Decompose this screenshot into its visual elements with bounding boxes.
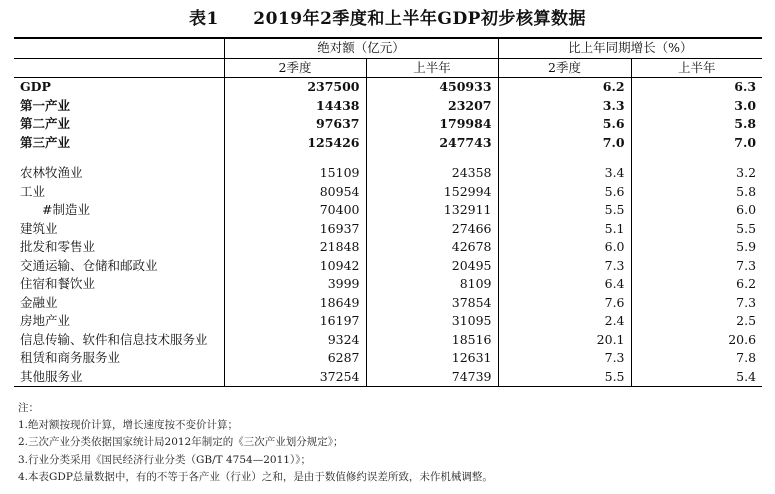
- subheader-q2-growth: 2季度: [498, 58, 631, 78]
- h1-growth-cell: 3.0: [631, 97, 762, 116]
- industry-rows: [14, 152, 762, 387]
- h1-growth-cell: 3.2: [631, 164, 762, 183]
- subheader-h1-growth: 上半年: [631, 58, 762, 78]
- q2-growth-cell: 5.5: [498, 368, 631, 387]
- q2-growth-cell: 7.0: [498, 134, 631, 153]
- table-row: [14, 164, 762, 183]
- q2-abs-cell: 237500: [224, 78, 366, 97]
- q2-abs-cell: 3999: [224, 275, 366, 294]
- q2-abs-cell: 14438: [224, 97, 366, 116]
- q2-abs-cell: 18649: [224, 294, 366, 313]
- summary-rows: [14, 78, 762, 153]
- table-row: [14, 331, 762, 350]
- q2-abs-cell: 70400: [224, 201, 366, 220]
- row-label: 第二产业: [20, 116, 71, 132]
- table-title: [0, 4, 775, 29]
- q2-growth-cell: 7.3: [498, 349, 631, 368]
- h1-abs-cell: 18516: [366, 331, 498, 350]
- q2-growth-cell: 2.4: [498, 312, 631, 331]
- h1-growth-cell: 2.5: [631, 312, 762, 331]
- table-row: [14, 134, 762, 153]
- table-row: [14, 238, 762, 257]
- note-line: 2.三次产业分类依据国家统计局2012年制定的《三次产业划分规定》；: [18, 436, 344, 449]
- table-row: [14, 368, 762, 387]
- h1-growth-cell: 7.3: [631, 294, 762, 313]
- h1-abs-cell: 37854: [366, 294, 498, 313]
- note-line: 4.本表GDP总量数据中，有的不等于各产业（行业）之和，是由于数值修约误差所致，未作机械调整。: [18, 470, 493, 483]
- q2-growth-cell: 7.6: [498, 294, 631, 313]
- row-label: 租赁和商务服务业: [20, 350, 121, 366]
- row-label: 交通运输、仓储和邮政业: [20, 257, 158, 273]
- h1-growth-cell: 5.8: [631, 183, 762, 202]
- q2-abs-cell: 15109: [224, 164, 366, 183]
- spacer-cell: [14, 152, 224, 164]
- row-label: 房地产业: [20, 313, 71, 329]
- row-label: 批发和零售业: [20, 239, 96, 255]
- row-label: 其他服务业: [14, 368, 224, 387]
- h1-abs-cell: 132911: [366, 201, 498, 220]
- q2-abs-cell: 16197: [224, 312, 366, 331]
- header-growth: 比上年同期增长（%）: [498, 38, 762, 58]
- table-row: [14, 78, 762, 97]
- note-line: 注：: [18, 402, 39, 414]
- h1-growth-cell: 6.3: [631, 78, 762, 97]
- q2-abs-cell: 16937: [224, 220, 366, 239]
- table-row: [14, 257, 762, 276]
- row-label: 第三产业: [20, 134, 71, 150]
- header-blank: [14, 58, 224, 78]
- q2-growth-cell: 6.0: [498, 238, 631, 257]
- row-label: 农林牧渔业: [20, 165, 83, 181]
- q2-growth-cell: 5.5: [498, 201, 631, 220]
- h1-abs-cell: 74739: [366, 368, 498, 387]
- h1-abs-cell: 12631: [366, 349, 498, 368]
- row-label: GDP: [20, 79, 51, 95]
- table-notes: [18, 400, 493, 486]
- row-label: 工业: [20, 183, 46, 199]
- q2-abs-cell: 21848: [224, 238, 366, 257]
- h1-abs-cell: 27466: [366, 220, 498, 239]
- q2-abs-cell: 125426: [224, 134, 366, 153]
- q2-growth-cell: 5.6: [498, 115, 631, 134]
- q2-abs-cell: 97637: [224, 115, 366, 134]
- q2-growth-cell: 5.1: [498, 220, 631, 239]
- row-label: 信息传输、软件和信息技术服务业: [20, 331, 208, 347]
- table-row: [14, 97, 762, 116]
- subheader-q2-abs: 2季度: [224, 58, 366, 78]
- q2-growth-cell: 3.3: [498, 97, 631, 116]
- q2-abs-cell: 37254: [224, 368, 366, 387]
- h1-abs-cell: 20495: [366, 257, 498, 276]
- q2-growth-cell: 6.4: [498, 275, 631, 294]
- spacer-cell: [631, 152, 762, 164]
- q2-abs-cell: 6287: [224, 349, 366, 368]
- row-label: 住宿和餐饮业: [20, 276, 96, 292]
- q2-abs-cell: 9324: [224, 331, 366, 350]
- h1-growth-cell: 7.3: [631, 257, 762, 276]
- h1-abs-cell: 247743: [366, 134, 498, 153]
- subheader-h1-abs: 上半年: [366, 58, 498, 78]
- table-caption: 2019年2季度和上半年GDP初步核算数据: [253, 9, 586, 29]
- table-row: [14, 275, 762, 294]
- q2-abs-cell: 10942: [224, 257, 366, 276]
- h1-abs-cell: 42678: [366, 238, 498, 257]
- h1-growth-cell: 7.0: [631, 134, 762, 153]
- h1-abs-cell: 24358: [366, 164, 498, 183]
- h1-growth-cell: 5.8: [631, 115, 762, 134]
- h1-growth-cell: 5.4: [631, 368, 762, 387]
- h1-abs-cell: 31095: [366, 312, 498, 331]
- h1-abs-cell: 23207: [366, 97, 498, 116]
- h1-abs-cell: 179984: [366, 115, 498, 134]
- h1-growth-cell: 5.5: [631, 220, 762, 239]
- table-row: [14, 115, 762, 134]
- header-blank: [14, 38, 224, 58]
- row-label: 金融业: [20, 294, 58, 310]
- q2-growth-cell: 7.3: [498, 257, 631, 276]
- h1-abs-cell: 152994: [366, 183, 498, 202]
- spacer-cell: [498, 152, 631, 164]
- table-row: [14, 349, 762, 368]
- h1-growth-cell: 7.8: [631, 349, 762, 368]
- table-number: 表1: [189, 9, 219, 29]
- note-line: 3.行业分类采用《国民经济行业分类（GB/T 4754—2011）》；: [18, 453, 311, 466]
- row-label: 建筑业: [20, 220, 58, 236]
- table-row: [14, 183, 762, 202]
- table-row: [14, 294, 762, 313]
- h1-growth-cell: 20.6: [631, 331, 762, 350]
- q2-growth-cell: 20.1: [498, 331, 631, 350]
- q2-growth-cell: 3.4: [498, 164, 631, 183]
- row-label: #制造业: [42, 202, 90, 218]
- gdp-table: [14, 37, 762, 387]
- h1-growth-cell: 6.2: [631, 275, 762, 294]
- table-row: [14, 220, 762, 239]
- h1-growth-cell: 6.0: [631, 201, 762, 220]
- q2-abs-cell: 80954: [224, 183, 366, 202]
- spacer-row: [14, 152, 762, 164]
- h1-growth-cell: 5.9: [631, 238, 762, 257]
- note-line: 1.绝对额按现价计算，增长速度按不变价计算；: [18, 419, 239, 432]
- header-absolute: 绝对额（亿元）: [224, 38, 498, 58]
- spacer-cell: [224, 152, 366, 164]
- q2-growth-cell: 6.2: [498, 78, 631, 97]
- h1-abs-cell: 8109: [366, 275, 498, 294]
- q2-growth-cell: 5.6: [498, 183, 631, 202]
- spacer-cell: [366, 152, 498, 164]
- h1-abs-cell: 450933: [366, 78, 498, 97]
- table-row: [14, 312, 762, 331]
- row-label: 第一产业: [20, 97, 71, 113]
- table-row: [14, 201, 762, 220]
